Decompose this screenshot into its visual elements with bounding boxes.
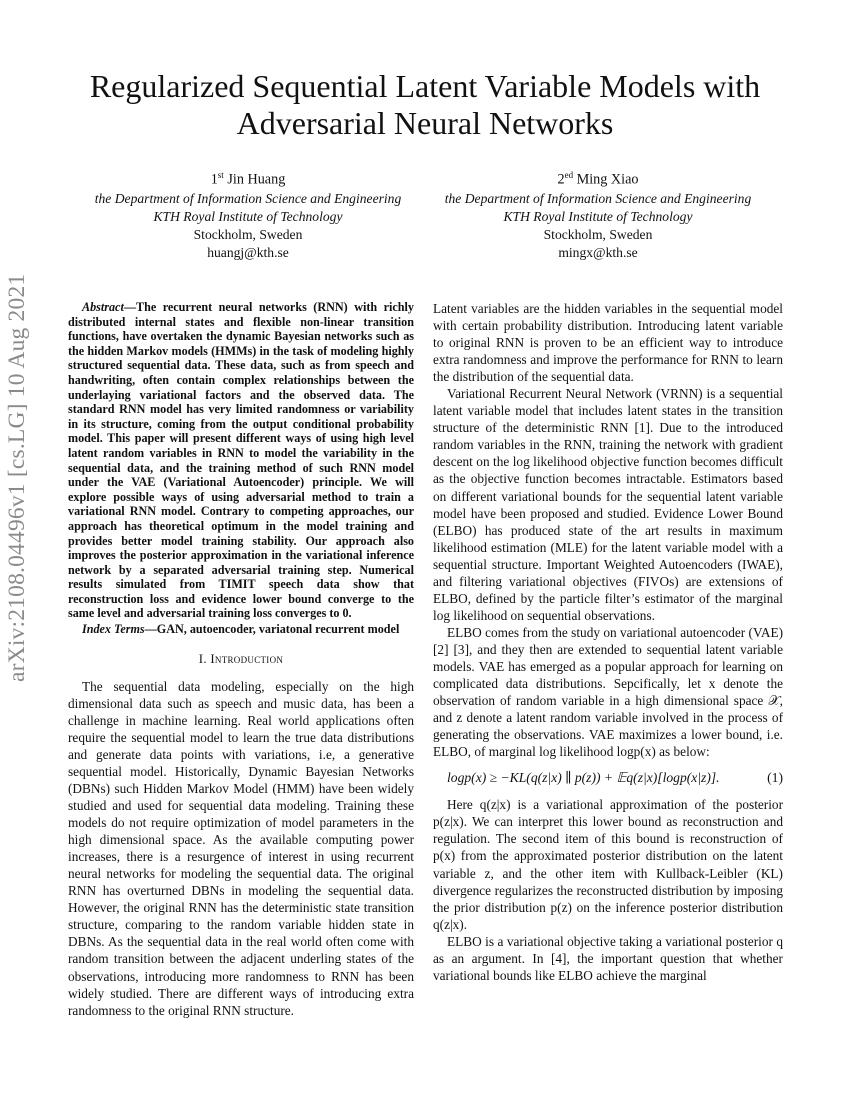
author-institute: KTH Royal Institute of Technology — [503, 208, 693, 224]
author-rank: 1 — [210, 171, 218, 188]
arxiv-identifier-stamp: arXiv:2108.04496v1 [cs.LG] 10 Aug 2021 — [4, 273, 30, 682]
body-paragraph: ELBO comes from the study on variational autoencoder (VAE) [2] [3], and they then are extended to sequential latent variable models. VAE has emerged as a popular approach for learning on complicated data distributions. Sepcifically, let x denote the observation of random variable in a high dimensional space 𝒳, and z denote a latent random variable involved in the process of generating the observations. VAE maximizes a lower bound, i.e. ELBO, of marginal log likelihood logp(x) as below: — [433, 624, 783, 760]
author-block-second — [398, 166, 798, 262]
author-name — [48, 166, 448, 189]
index-terms-label: Index Terms — [82, 622, 145, 637]
section-heading: I. Introduction — [198, 651, 284, 666]
equation-1 — [433, 769, 783, 786]
abstract — [68, 300, 414, 621]
author-rank-suffix: st — [217, 170, 224, 180]
left-column — [68, 300, 414, 1019]
author-department: the Department of Information Science and Engineering — [94, 190, 402, 206]
author-rank-suffix: ed — [564, 170, 574, 180]
author-institute: KTH Royal Institute of Technology — [153, 208, 343, 224]
author-department: the Department of Information Science and Engineering — [444, 190, 752, 206]
abstract-label: Abstract — [82, 300, 124, 314]
body-paragraph: ELBO is a variational objective taking a variational posterior q as an argument. In [4], the important question that whether variational bounds like ELBO achieve the marginal — [433, 933, 783, 983]
author-name-text: Jin Huang — [223, 171, 286, 188]
author-block-first — [48, 166, 448, 262]
abstract-text: —The recurrent neural networks (RNN) with richly distributed internal states and flexible non-linear transition functions, have overtaken the dynamic Bayesian networks such as the hidden Markov models (HMMs) in the task of modeling highly structured sequential data. These data, such as from speech and handwriting, often contain complex relationships between the underlaying variational factors and the observed data. The standard RNN model has very limited randomness or variability in its structure, coming from the output conditional probability model. This paper will present different ways of using high level latent random variables in RNN to model the variability in the sequential data, and the training method of such RNN model under the VAE (Variational Autoencoder) principle. We will explore possible ways of using adversarial method to train a variational RNN model. Contrary to competing approaches, our approach has theoretical optimum in the model training and provides better model training stability. Our approach also improves the posterior approximation in the variational inference network by a separated adversarial training step. Numerical results simulated from TIMIT speech data show that reconstruction loss and evidence lower bound converge to the same level and adversarial training loss converges to 0. — [68, 300, 414, 621]
author-location: Stockholm, Sweden — [193, 226, 303, 242]
body-paragraph: Latent variables are the hidden variables in the sequential model with certain probability distribution. Introducing latent variable to original RNN is proven to be an efficient way to introduce extra randomness and improve the performance for RNN to learn the distribution of the sequential data. — [433, 301, 783, 385]
body-paragraph: Variational Recurrent Neural Network (VRNN) is a sequential latent variable model that includes latent states in the transition structure of the deterministic RNN [1]. Due to the introduced random variables in the RNN, training the network with gradient descent on the log likelihood objective function becomes difficult as the objective function becomes intractable. Estimators based on different variational bounds for the sequential latent variable model have been proposed and studied. Evidence Lower Bound (ELBO) has produced state of the art results in maximum likelihood estimation (MLE) for the latent variable model with a sequential structure. Important Weighted Autoencoders (IWAE), and filtering variational objectives (FIVOs) are extensions of ELBO, defined by the particle filter’s estimator of the marginal log likelihood on sequential observations. — [433, 386, 783, 623]
author-email: mingx@kth.se — [558, 244, 638, 260]
equation-body: logp(x) ≥ −KL(q(z|x) ∥ p(z)) + 𝔼q(z|x)[logp(x|z)]. — [447, 770, 720, 786]
right-column — [433, 300, 783, 984]
author-email: huangj@kth.se — [207, 244, 289, 260]
author-rank: 2 — [557, 171, 565, 188]
author-location: Stockholm, Sweden — [543, 226, 653, 242]
author-name-text: Ming Xiao — [573, 171, 639, 188]
body-paragraph: Here q(z|x) is a variational approximation of the posterior p(z|x). We can interpret this lower bound as reconstruction and regulation. The second item of this bound is reconstruction of p(x) from the approximated posterior distribution on the latent variable z, and the other item with Kullback-Leibler (KL) divergence regularizes the reconstructed distribution by imposing the prior distribution p(z) on the inference posterior distribution q(z|x). — [433, 797, 783, 932]
author-name — [398, 166, 798, 189]
equation-number: (1) — [767, 770, 783, 786]
body-paragraph: The sequential data modeling, especially on the high dimensional data such as speech and music data, has been a challenge in machine learning. Real world applications often require the sequential model to learn the true data distributions and generate data points with variations, i.e, a generative sequential model. Historically, Dynamic Bayesian Networks (DBNs) such Hidden Markov Model (HMM) have been widely studied and used for sequential data modeling. Training these models do not require optimization of model parameters in the high dimensional space. As the available computing power increases, there is a resurgence of interest in using recurrent neural networks for modeling the sequential data. The original RNN has overturned DBNs in modeling the sequential data. However, the original RNN has the deterministic state transition structure, comparing to the random variable hidden state in DBNs. As the sequential data in the real world often come with random transition between the adjacent underling states of the observations, introducing more randomness to RNN has been widely studied. There are different ways of introducing extra randomness to the original RNN structure. — [68, 678, 414, 1018]
index-terms-text: —GAN, autoencoder, variatonal recurrent model — [144, 622, 400, 637]
paper-title: Regularized Sequential Latent Variable Models with Adversarial Neural Networks — [89, 68, 761, 141]
index-terms — [68, 622, 414, 637]
